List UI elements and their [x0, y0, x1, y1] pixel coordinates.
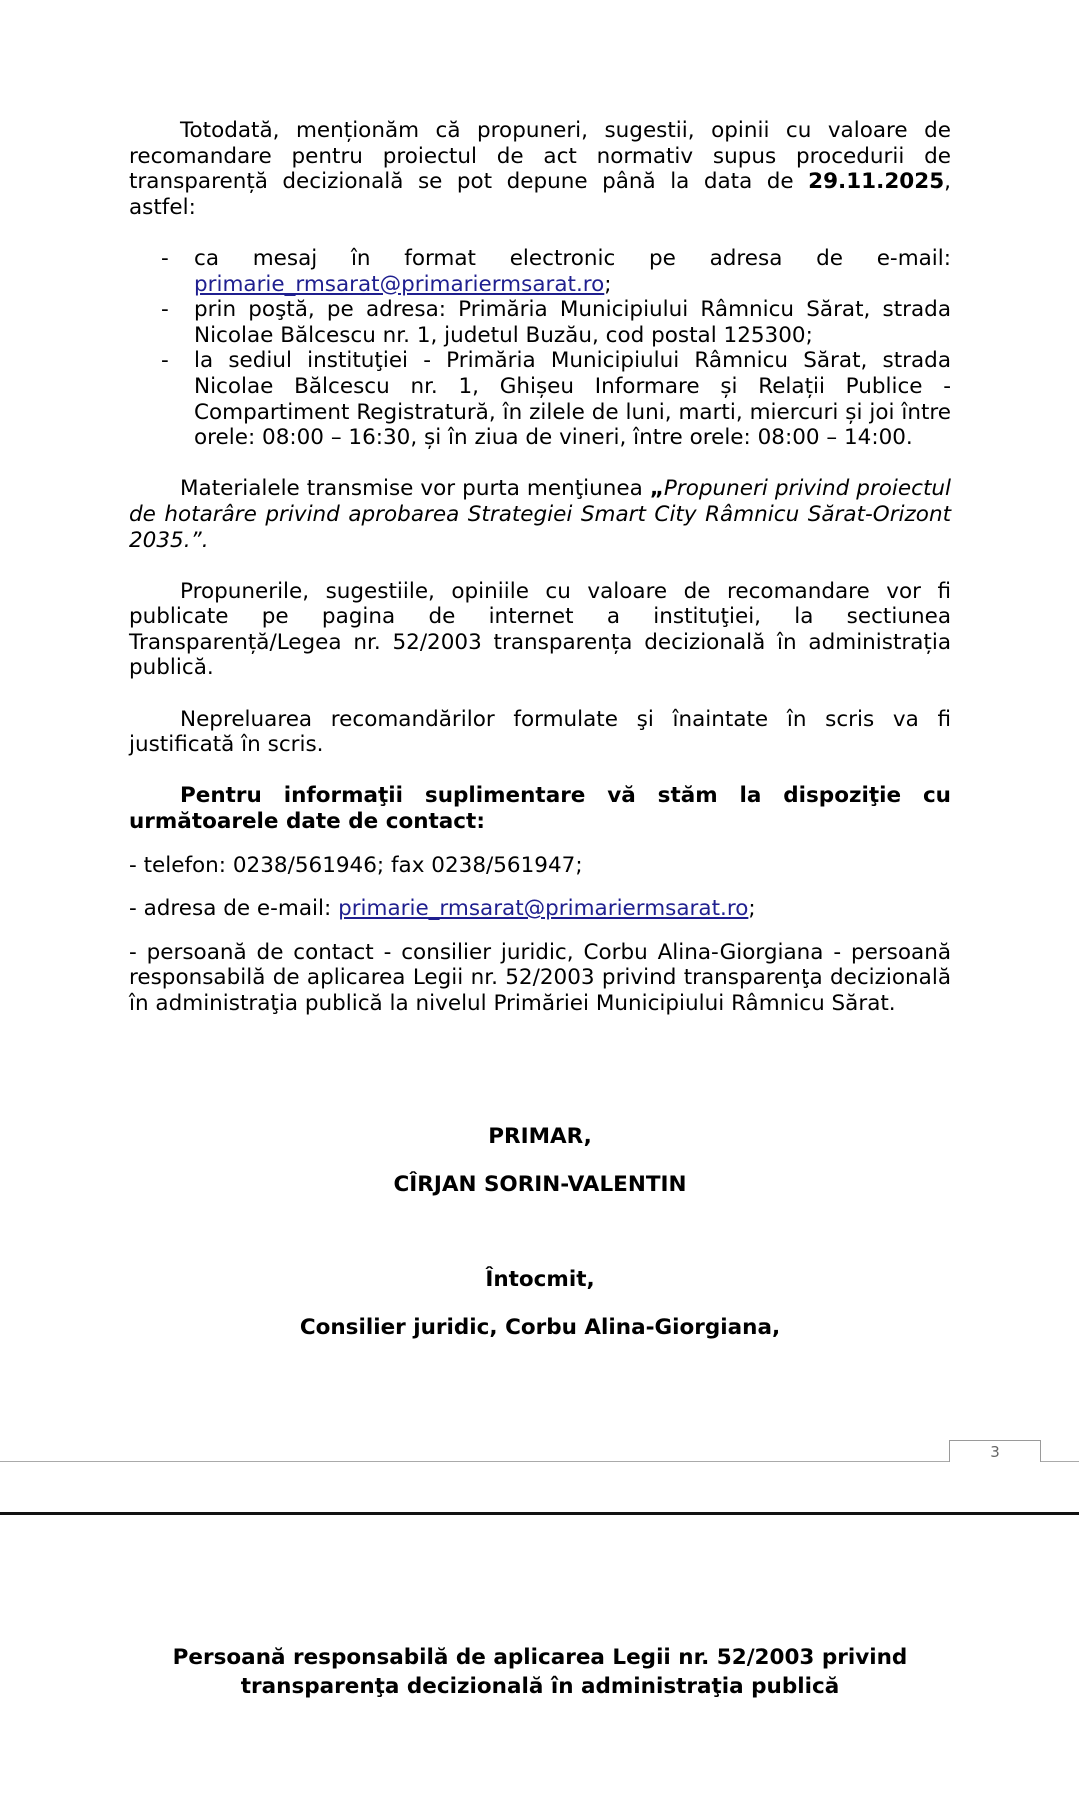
list-item [129, 246, 951, 297]
list-dash: - [161, 297, 169, 323]
list-item [129, 297, 951, 348]
list-dash: - [161, 348, 169, 374]
contact-email-label: - adresa de e-mail: [129, 896, 339, 922]
publication-paragraph: Propunerile, sugestiile, opiniile cu valoare de recomandare vor fi publicate pe pagina de internet a instituţiei, la sectiunea Transparență/Legea nr. 52/2003 transparența decizională în administrația publică. [129, 578, 951, 681]
intro-paragraph [129, 118, 951, 220]
contact-email-suffix: ; [748, 896, 756, 922]
drafted-title: Întocmit, [485, 1267, 595, 1292]
quote-mark: „ [649, 476, 664, 502]
intro-text: Totodată, menționăm că propuneri, sugestii, opinii cu valoare de recomandare pentru proiectul de act normativ supus procedurii de transparență decizională se pot depune până la data de [129, 118, 951, 195]
contact-person: - persoană de contact - consilier juridic, Corbu Alina-Giorgiana - persoană responsabilă de aplicarea Legii nr. 52/2003 privind transparenţa decizională în administraţia publică la nivelul Primăriei Municipiului Râmnicu Sărat. [129, 939, 951, 1016]
contact-email-link[interactable]: primarie_rmsarat@primariermsarat.ro [338, 896, 749, 922]
list-item-text: ca mesaj în format electronic pe adresa de e-mail: [194, 245, 951, 271]
contact-heading: Pentru informaţii suplimentare vă stăm la dispoziţie cu următoarele date de contact: [129, 783, 951, 835]
next-page-header [100, 1643, 980, 1701]
mayor-name: CÎRJAN SORIN-VALENTIN [393, 1172, 687, 1197]
footer-rule [0, 1461, 1079, 1462]
materials-paragraph [129, 476, 951, 553]
nonadoption-paragraph: Nepreluarea recomandărilor formulate şi înaintate în scris va fi justificată în scris. [129, 706, 951, 758]
deadline-date: 29.11.2025 [808, 169, 945, 195]
intro-text-end: , astfel: [129, 169, 951, 220]
contact-email-line [129, 896, 951, 922]
list-item-text: prin poştă, pe adresa: Primăria Municipiului Râmnicu Sărat, strada Nicolae Bălcescu nr. 1, judetul Buzău, cod postal 125300; [194, 297, 951, 348]
materials-quote: Propuneri privind proiectul de hotarâre privind aprobarea Strategiei Smart City Râmnicu Sărat-Orizont 2035.”. [129, 476, 951, 553]
next-page-header-line: transparenţa decizională în administraţia publică [240, 1674, 840, 1699]
submission-methods-list [129, 246, 951, 451]
contact-phone: - telefon: 0238/561946; fax 0238/561947; [129, 852, 583, 878]
page-separator [0, 1512, 1079, 1515]
list-item-text-end: ; [604, 271, 612, 297]
materials-text: Materialele transmise vor purta menţiunea [180, 476, 650, 502]
page-number: 3 [949, 1440, 1041, 1462]
mayor-title: PRIMAR, [488, 1124, 592, 1149]
document-body [129, 118, 951, 1017]
list-item-text: la sediul instituţiei - Primăria Municipiului Râmnicu Sărat, strada Nicolae Bălcescu nr. 1, Ghișeu Informare și Relații Publice - Compartiment Registratură, în zilele de luni, marti, miercuri și joi între orele: 08:00 – 16:30, și în ziua de vineri, între orele: 08:00 – 14:00. [194, 348, 951, 451]
list-dash: - [161, 245, 169, 271]
list-item [129, 348, 951, 450]
email-link[interactable]: primarie_rmsarat@primariermsarat.ro [194, 271, 605, 297]
next-page-header-line: Persoană responsabilă de aplicarea Legii nr. 52/2003 privind [172, 1645, 908, 1670]
drafted-name: Consilier juridic, Corbu Alina-Giorgiana, [299, 1315, 781, 1340]
